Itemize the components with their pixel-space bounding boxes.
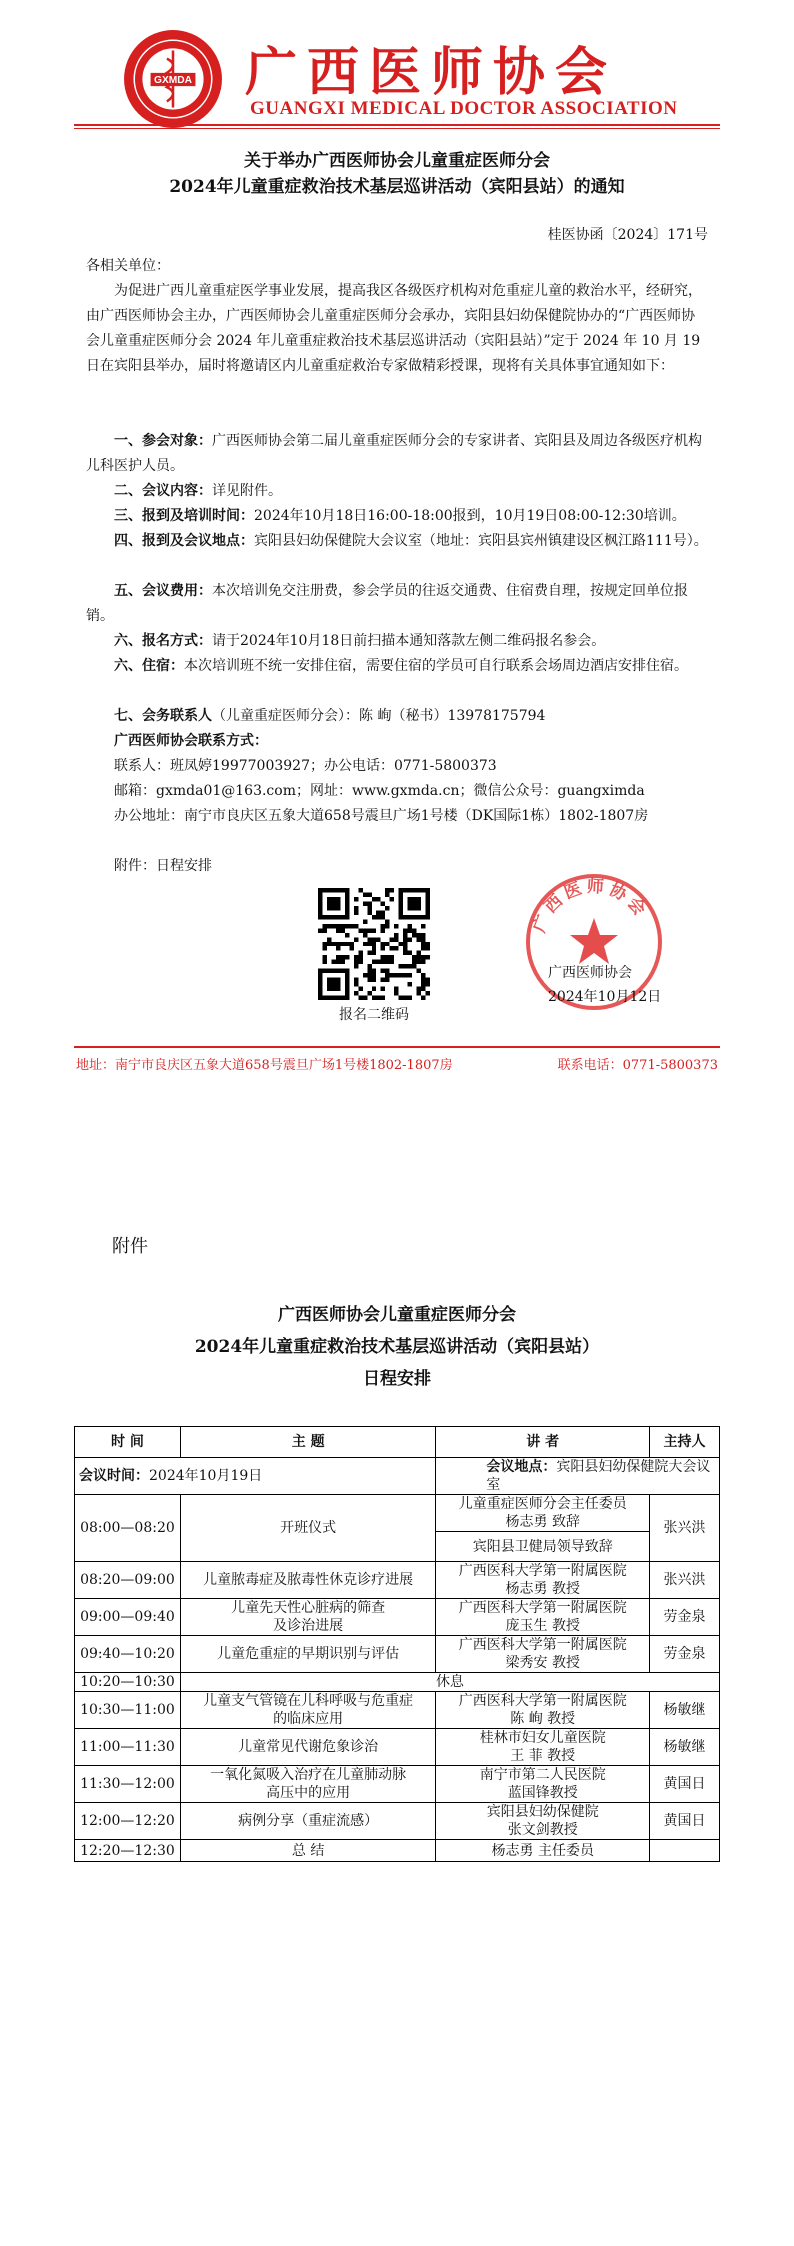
association-logo (122, 28, 224, 130)
attachment-note: 附件：日程安排 (114, 858, 212, 874)
item-registration: 六、报名方式：请于2024年10月18日前扫描本通知落款左侧二维码报名参会。 (114, 633, 606, 649)
header-time: 时 间 (75, 1427, 181, 1458)
schedule-table (74, 1426, 720, 1862)
notice-title-line1: 关于举办广西医师协会儿童重症医师分会 (244, 151, 550, 171)
document-number: 桂医协函〔2024〕171号 (547, 227, 708, 243)
meeting-info-row: 会议时间：2024年10月19日 会议地点：宾阳县妇幼保健院大会议室 (75, 1458, 720, 1495)
svg-text:广西医师协会: 广西医师协会 (529, 876, 652, 936)
schedule-title-line2: 2024年儿童重症救治技术基层巡讲活动（宾阳县站） (194, 1337, 600, 1357)
item-content: 二、会议内容：详见附件。 (114, 483, 282, 499)
table-row: 12:20—12:30 总 结 杨志勇 主任委员 (75, 1840, 720, 1862)
header-rule (74, 124, 720, 126)
header-rule-thin (74, 128, 720, 129)
header-host: 主持人 (650, 1427, 720, 1458)
item-contact-person: 七、会务联系人（儿童重症医师分会）：陈 峋（秘书）13978175794 (114, 708, 546, 724)
header-speaker: 讲 者 (436, 1427, 650, 1458)
qr-label: 报名二维码 (339, 1007, 409, 1023)
table-row: 08:00—08:20 开班仪式 儿童重症医师分会主任委员 杨志勇 致辞 张兴洪 (75, 1495, 720, 1532)
table-row: 12:00—12:20 病例分享（重症流感） 宾阳县妇幼保健院 张文剑教授 黄国日 (75, 1803, 720, 1840)
table-row: 09:00—09:40 儿童先天性心脏病的筛查 及诊治进展 广西医科大学第一附属医院 庞玉生 教授 劳金泉 (75, 1599, 720, 1636)
item-fee: 五、会议费用：本次培训免交注册费，参会学员的往返交通费、住宿费自理，按规定回单位报销。 (86, 583, 688, 624)
table-row: 10:30—11:00 儿童支气管镜在儿科呼吸与危重症 的临床应用 广西医科大学第一附属医院 陈 峋 教授 杨敏继 (75, 1692, 720, 1729)
schedule-title-line3: 日程安排 (363, 1369, 431, 1389)
contact-line-email: 邮箱：gxmda01@163.com；网址：www.gxmda.cn；微信公众号：guangximda (114, 783, 645, 799)
signer-name: 广西医师协会 (548, 965, 632, 981)
footer-address: 地址：南宁市良庆区五象大道658号震旦广场1号楼1802-1807房 (76, 1058, 453, 1073)
contact-line-address: 办公地址：南宁市良庆区五象大道658号震旦广场1号楼（DK国际1栋）1802-1807房 (114, 808, 649, 824)
footer-rule (74, 1046, 720, 1048)
table-row: 宾阳县卫健局领导致辞 (75, 1532, 720, 1562)
schedule-title-line1: 广西医师协会儿童重症医师分会 (278, 1305, 516, 1325)
item-location: 四、报到及会议地点：宾阳县妇幼保健院大会议室（地址：宾阳县宾州镇建设区枫江路111号）。 (114, 533, 708, 549)
item-accommodation: 六、住宿：本次培训班不统一安排住宿，需要住宿的学员可自行联系会场周边酒店安排住宿。 (114, 658, 688, 674)
org-name-en: GUANGXI MEDICAL DOCTOR ASSOCIATION (250, 98, 678, 119)
table-row: 09:40—10:20 儿童危重症的早期识别与评估 广西医科大学第一附属医院 梁秀安 教授 劳金泉 (75, 1636, 720, 1673)
contact-title: 广西医师协会联系方式： (114, 733, 268, 749)
schedule-header-row (75, 1427, 720, 1458)
table-row: 08:20—09:00 儿童脓毒症及脓毒性休克诊疗进展 广西医科大学第一附属医院 杨志勇 教授 张兴洪 (75, 1562, 720, 1599)
salutation: 各相关单位： (86, 258, 170, 274)
org-name-cn: 广西医师协会 (245, 42, 618, 103)
logo-text: GXMDA (154, 75, 192, 87)
table-row: 11:30—12:00 一氧化氮吸入治疗在儿童肺动脉 高压中的应用 南宁市第二人民医院 蓝国锋教授 黄国日 (75, 1766, 720, 1803)
contact-line-person: 联系人：班凤婷19977003927；办公电话：0771-5800373 (114, 758, 497, 774)
table-row: 10:20—10:30 休息 (75, 1673, 720, 1692)
item-attendees: 一、参会对象：广西医师协会第二届儿童重症医师分会的专家讲者、宾阳县及周边各级医疗机构儿科医护人员。 (86, 433, 702, 474)
notice-title-line2: 2024年儿童重症救治技术基层巡讲活动（宾阳县站）的通知 (169, 177, 625, 197)
sign-date: 2024年10月12日 (548, 989, 662, 1005)
table-row: 11:00—11:30 儿童常见代谢危象诊治 桂林市妇女儿童医院 王 菲 教授 杨敏继 (75, 1729, 720, 1766)
footer-phone: 联系电话：0771-5800373 (557, 1058, 718, 1073)
item-time: 三、报到及培训时间：2024年10月18日16:00-18:00报到，10月19日08:00-12:30培训。 (114, 508, 686, 524)
registration-qr-code[interactable] (318, 888, 430, 1000)
intro-paragraph: 为促进广西儿童重症医学事业发展，提高我区各级医疗机构对危重症儿童的救治水平，经研究，由广西医师协会主办，广西医师协会儿童重症医师分会承办，宾阳县妇幼保健院协办的“广西医师协会儿童重症医师分会 2024 年儿童重症救治技术基层巡讲活动（宾阳县站）”定于 2024 年 10 月 19 日在宾阳县举办，届时将邀请区内儿童重症救治专家做精彩授课，现将有关具体事宜通知如下： (86, 283, 702, 374)
attachment-label: 附件 (112, 1236, 148, 1257)
header-topic: 主 题 (180, 1427, 436, 1458)
